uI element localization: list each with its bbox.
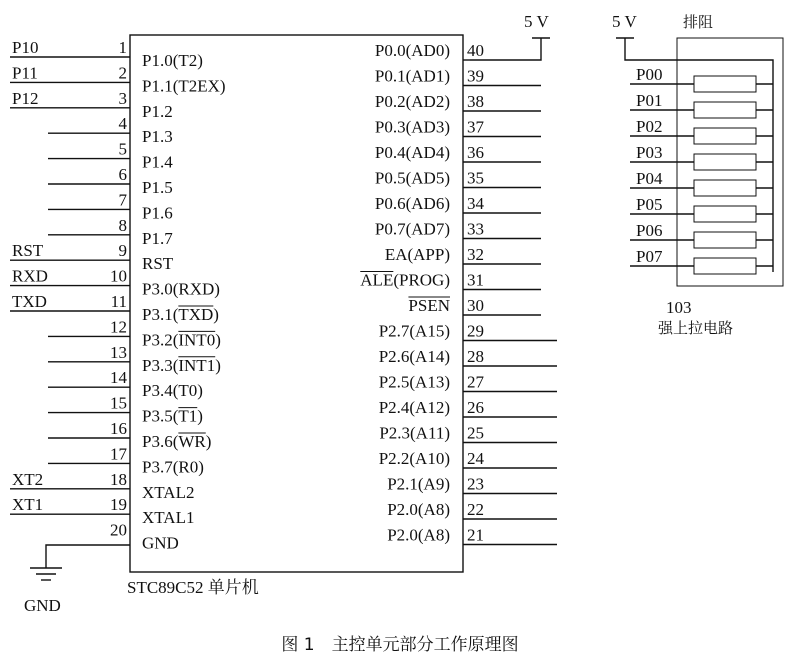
- right-pin-label: PSEN: [408, 296, 450, 315]
- left-pin-number: 8: [118, 215, 127, 235]
- array-row: [630, 91, 773, 118]
- array-resistor: [694, 154, 756, 170]
- gnd-wire: [46, 545, 130, 568]
- array-resistor: [694, 258, 756, 274]
- left-pin-label: P3.3(INT1): [142, 355, 221, 375]
- right-pin-label: P0.6(AD6): [374, 194, 450, 213]
- left-pin-label: P1.1(T2EX): [142, 76, 226, 96]
- array-net-label: P03: [636, 143, 663, 162]
- array-resistor: [694, 102, 756, 118]
- left-pin-number: 15: [110, 393, 127, 413]
- left-pin-label: P1.4: [142, 152, 173, 172]
- left-pin-number: 6: [118, 165, 127, 184]
- right-pin-label: P2.4(A12): [378, 398, 450, 417]
- left-pin-number: 9: [118, 241, 127, 261]
- left-pin-number: 1: [118, 38, 127, 57]
- right-pin-number: 33: [467, 219, 484, 239]
- left-pin-label: P3.0(RXD): [142, 279, 220, 299]
- left-pin-net: RXD: [12, 266, 48, 286]
- left-pin-label: GND: [142, 533, 179, 553]
- array-vcc-label: 5 V: [612, 12, 637, 31]
- array-row: [630, 143, 773, 170]
- right-pin-label: P0.1(AD1): [374, 66, 450, 86]
- right-pin-number: 37: [467, 117, 484, 137]
- right-pin-label: P0.4(AD4): [374, 143, 450, 162]
- figure-caption: 图 1 主控单元部分工作原理图: [281, 635, 519, 655]
- right-pin: [387, 526, 557, 545]
- right-pin-label: P0.3(AD3): [374, 117, 450, 137]
- right-pin: [375, 41, 484, 60]
- left-pin-net: TXD: [12, 292, 47, 311]
- left-pin-number: 20: [110, 520, 127, 540]
- right-pin-number: 30: [467, 296, 484, 315]
- right-pin-label: P0.0(AD0): [374, 41, 450, 60]
- left-pin-number: 2: [118, 63, 127, 83]
- right-pin-number: 24: [467, 449, 484, 468]
- right-pin: [375, 92, 541, 111]
- right-pin-number: 23: [467, 474, 484, 494]
- left-pin-label: RST: [142, 254, 174, 274]
- right-pin-group: [360, 41, 557, 545]
- left-pin-number: 10: [110, 266, 127, 286]
- ground-symbol: [24, 545, 130, 615]
- right-pin-number: 31: [467, 270, 484, 290]
- left-pin-number: 11: [110, 292, 127, 311]
- left-pin-label: P3.6(WR): [142, 432, 212, 451]
- array-title: 排阻: [683, 13, 714, 31]
- right-pin-label: P2.3(A11): [379, 423, 450, 443]
- right-pin-number: 34: [467, 194, 484, 213]
- right-pin-label: P2.2(A10): [378, 449, 450, 468]
- left-pin-label: XTAL1: [142, 508, 195, 528]
- array-net-label: P05: [636, 195, 663, 214]
- array-resistor: [694, 76, 756, 92]
- left-pin-label: P3.7(R0): [142, 457, 204, 477]
- left-pin-label: P1.3: [142, 127, 173, 147]
- left-pin-group: [10, 38, 226, 553]
- left-pin-number: 19: [110, 495, 127, 515]
- left-pin-number: 3: [118, 88, 127, 108]
- left-pin-net: RST: [12, 241, 44, 261]
- left-pin-label: P1.5: [142, 178, 173, 197]
- right-pin: [375, 194, 541, 213]
- left-pin-label: P3.2(INT0): [142, 330, 221, 350]
- left-pin-number: 12: [110, 317, 127, 337]
- right-pin: [379, 424, 557, 443]
- left-pin-label: XTAL2: [142, 482, 195, 502]
- left-pin-label: P3.5(T1): [142, 406, 203, 426]
- right-pin: [375, 67, 541, 86]
- array-row: [630, 169, 773, 196]
- right-pin-number: 21: [467, 525, 484, 545]
- right-pin-number: 29: [467, 321, 484, 341]
- array-rows: [630, 65, 773, 274]
- left-pin: [10, 38, 203, 70]
- left-pin-number: 18: [110, 469, 127, 489]
- array-row: [630, 195, 773, 222]
- left-pin-number: 14: [110, 368, 127, 388]
- right-pin-number: 28: [467, 347, 484, 366]
- right-pin: [408, 296, 541, 315]
- right-pin-label: P2.7(A15): [378, 321, 450, 341]
- gnd-label: GND: [24, 596, 61, 615]
- right-pin: [360, 271, 541, 290]
- right-pin-number: 35: [467, 168, 484, 188]
- right-pin: [379, 449, 557, 468]
- right-pin: [375, 118, 541, 137]
- array-resistor: [694, 128, 756, 144]
- array-row: [630, 65, 773, 92]
- right-pin-label: EA(APP): [384, 245, 450, 264]
- right-pin-number: 39: [467, 66, 484, 86]
- left-pin-net: XT2: [12, 469, 44, 489]
- array-row: [630, 221, 773, 248]
- left-pin-number: 7: [118, 190, 127, 210]
- right-pin-number: 38: [467, 92, 484, 111]
- left-pin-label: P3.1(TXD): [142, 305, 219, 324]
- right-pin-label: P2.5(A13): [378, 372, 450, 392]
- array-resistor: [694, 206, 756, 222]
- right-pin-number: 27: [467, 372, 484, 392]
- right-pin-label: P0.7(AD7): [374, 219, 450, 239]
- right-pin-number: 25: [467, 423, 484, 443]
- array-resistor: [694, 180, 756, 196]
- left-pin-net: P11: [12, 63, 38, 83]
- left-pin-label: P1.2: [142, 101, 173, 121]
- resistor-array: [612, 12, 783, 337]
- right-pin: [379, 322, 557, 341]
- array-row: [630, 247, 773, 274]
- array-caption: 强上拉电路: [658, 319, 734, 337]
- right-pin-label: P2.1(A9): [387, 474, 450, 494]
- right-pin: [379, 373, 557, 392]
- array-net-label: P06: [636, 221, 663, 240]
- left-pin-number: 4: [118, 114, 127, 134]
- right-pin-number: 32: [467, 245, 484, 264]
- right-pin-label: P2.6(A14): [378, 347, 450, 366]
- left-pin-number: 16: [110, 419, 127, 438]
- right-pin-label: P0.2(AD2): [374, 92, 450, 111]
- left-pin-number: 17: [110, 444, 127, 464]
- left-pin-label: P3.4(T0): [142, 381, 203, 401]
- right-pin: [379, 347, 557, 366]
- array-net-label: P02: [636, 117, 663, 136]
- left-pin-label: P1.7: [142, 228, 173, 248]
- array-value: 103: [666, 298, 692, 317]
- array-net-label: P01: [636, 91, 663, 110]
- right-pin-number: 22: [467, 500, 484, 519]
- right-pin-label: P2.0(A8): [387, 525, 450, 545]
- left-pin-label: P1.6: [142, 203, 173, 223]
- left-pin-net: P10: [12, 38, 39, 57]
- right-pin: [379, 398, 557, 417]
- right-pin: [387, 500, 557, 519]
- right-pin: [387, 475, 557, 494]
- array-resistor: [694, 232, 756, 248]
- vcc-label: 5 V: [524, 12, 549, 31]
- chip-name: STC89C52 单片机: [127, 578, 259, 597]
- array-net-label: P07: [636, 247, 663, 266]
- right-pin-label: P0.5(AD5): [374, 168, 450, 188]
- right-pin-number: 40: [467, 41, 484, 60]
- right-pin-number: 36: [467, 143, 484, 162]
- right-pin-label: ALE(PROG): [360, 270, 450, 290]
- array-row: [630, 117, 773, 144]
- left-pin-net: P12: [12, 88, 39, 108]
- left-pin-label: P1.0(T2): [142, 51, 203, 70]
- right-pin-number: 26: [467, 398, 484, 417]
- array-net-label: P04: [636, 169, 663, 188]
- left-pin-number: 13: [110, 342, 127, 362]
- left-pin-net: XT1: [12, 495, 44, 515]
- right-pin-label: P2.0(A8): [387, 500, 450, 519]
- left-pin-number: 5: [118, 139, 127, 159]
- right-pin: [375, 143, 541, 162]
- right-pin: [375, 169, 541, 188]
- right-pin: [375, 220, 541, 239]
- array-net-label: P00: [636, 65, 663, 84]
